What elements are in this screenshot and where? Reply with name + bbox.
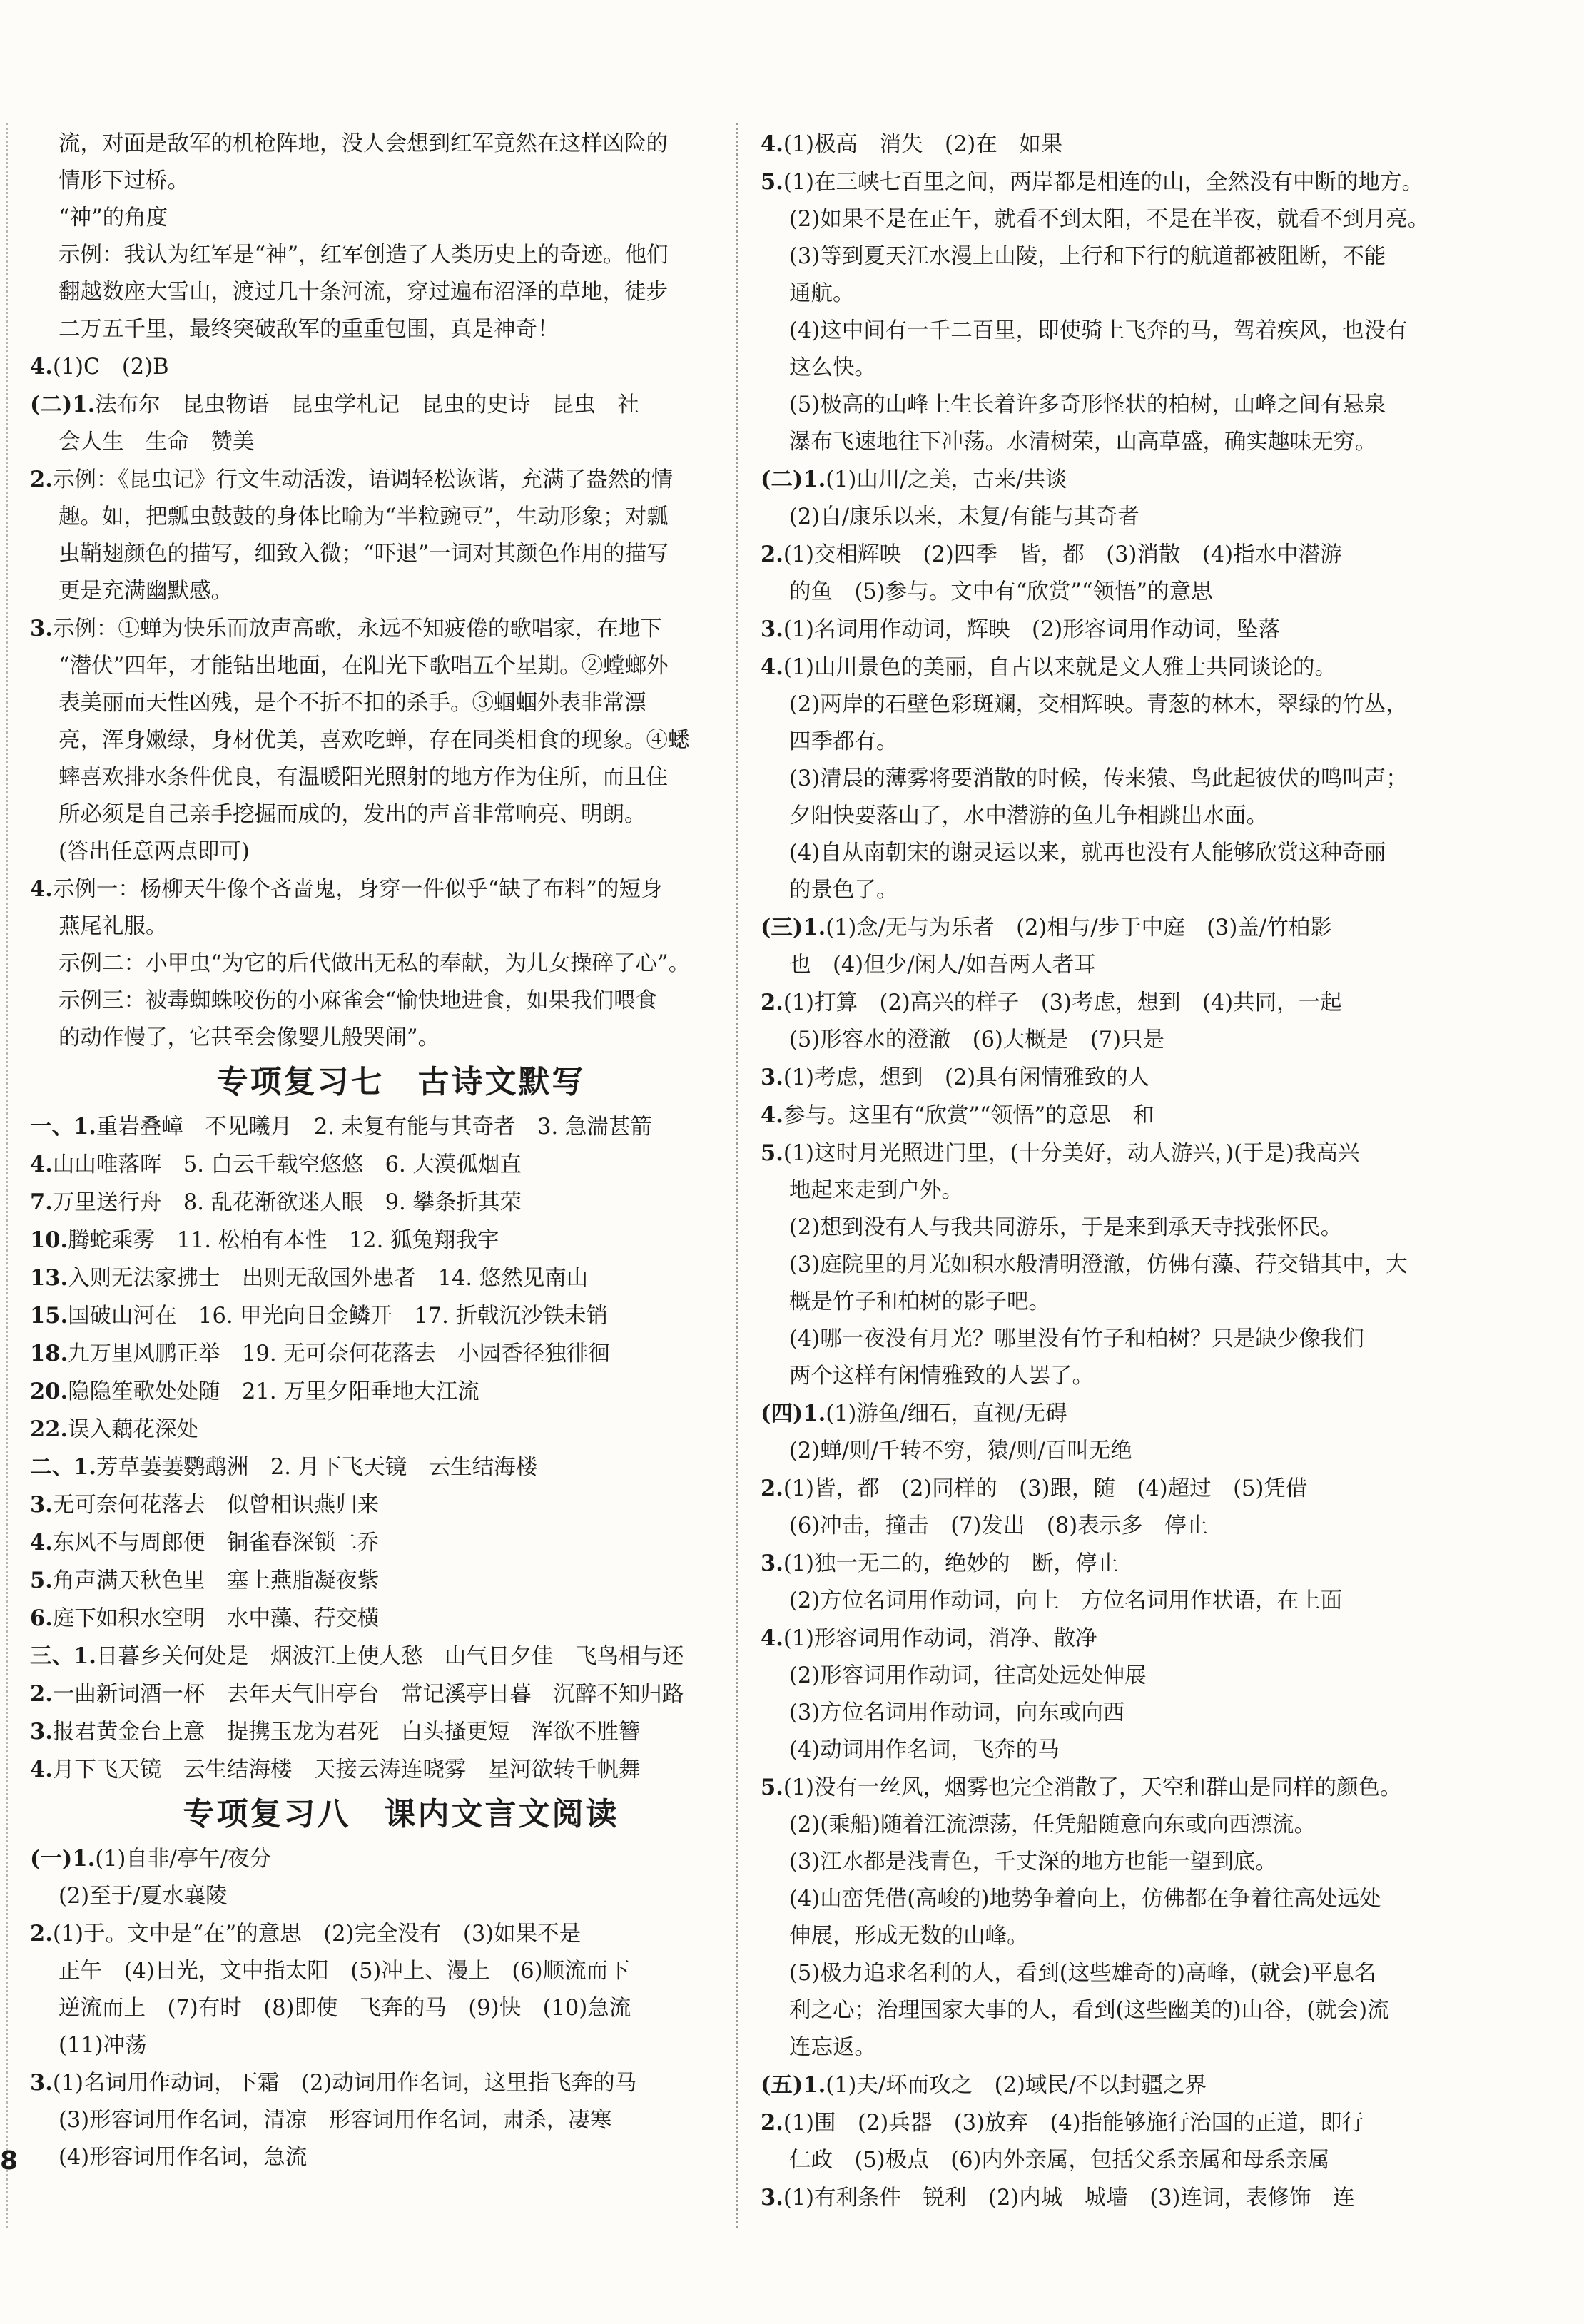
answer-text: 误入藕花深处: [68, 1417, 199, 1442]
answer-line: [761, 1844, 1474, 1881]
item-number: 2.: [761, 542, 783, 567]
item-number: 4.: [30, 354, 53, 380]
answer-text: 蟀喜欢排水条件优良，有温暖阳光照射的地方作为住所，而且住: [59, 765, 668, 790]
answer-text: 两个这样有闲情雅致的人罢了。: [789, 1364, 1094, 1389]
answer-line: [761, 238, 1474, 275]
answer-line: [761, 574, 1474, 611]
answer-text: 九万里风鹏正举 19. 无可奈何花落去 小园香径独徘徊: [68, 1341, 610, 1366]
answer-text: 流，对面是敌军的机枪阵地，没人会想到红军竟然在这样凶险的: [59, 131, 668, 156]
item-number: 22.: [30, 1416, 68, 1442]
answer-line: [761, 798, 1474, 835]
item-number: 15.: [30, 1303, 68, 1329]
answer-text: 虫鞘翅颜色的描写，细致入微；“吓退”一词对其颜色作用的描写: [59, 542, 669, 567]
item-number: 3.: [30, 1719, 53, 1745]
answer-line: [761, 1807, 1474, 1844]
answer-text: (1)名词用作动词，下霜 (2)动词用作名词，这里指飞奔的马: [52, 2071, 637, 2096]
item-number: (二)1.: [30, 392, 96, 417]
answer-text: (1)独一无二的，绝妙的 断，停止: [783, 1551, 1120, 1576]
answer-line: [761, 2179, 1474, 2217]
answer-text: (1)有利条件 锐利 (2)内城 城墙 (3)连词，表修饰 连: [783, 2186, 1355, 2211]
answer-line: [761, 686, 1474, 724]
answer-text: (1)极高 消失 (2)在 如果: [783, 132, 1063, 157]
answer-line: [30, 1953, 715, 1990]
answer-text: (1)没有一丝风，烟雾也完全消散了，天空和群山是同样的颜色。: [783, 1775, 1402, 1800]
answer-text: 燕尾礼服。: [59, 914, 168, 939]
section-heading: 专项复习七 古诗文默写: [216, 1064, 586, 1100]
answer-text: (1)在三峡七百里之间，两岸都是相连的山，全然没有中断的地方。: [783, 170, 1424, 195]
item-number: 2.: [30, 467, 53, 492]
right-column: [761, 126, 1474, 2217]
answer-text: (1)名词用作动词，辉映 (2)形容词用作动词，坠落: [783, 617, 1281, 642]
answer-line: [761, 761, 1474, 798]
answer-text: (4)这中间有一千二百里，即使骑上飞奔的马，驾着疾风，也没有: [789, 318, 1408, 343]
answer-text: 日暮乡关何处是 烟波江上使人愁 山气日夕佳 飞鸟相与还: [96, 1644, 684, 1669]
answer-line: [30, 610, 715, 648]
answer-text: (4)哪一夜没有月光？哪里没有竹子和柏树？只是缺少像我们: [789, 1326, 1364, 1351]
answer-text: 无可奈何花落去 似曾相识燕归来: [52, 1493, 380, 1518]
answer-line: [761, 2066, 1474, 2104]
answer-line: [761, 1955, 1474, 1992]
item-number: 18.: [30, 1341, 68, 1366]
answer-line: [761, 835, 1474, 872]
answer-text: 山山唯落晖 5. 白云千载空悠悠 6. 大漠孤烟直: [52, 1152, 522, 1177]
item-number: 2.: [30, 1921, 53, 1947]
answer-line: [30, 1020, 715, 1057]
answer-text: (2)如果不是在正午，就看不到太阳，不是在半夜，就看不到月亮。: [789, 207, 1430, 232]
answer-line: [30, 1840, 715, 1878]
answer-text: 仁政 (5)极点 (6)内外亲属，包括父系亲属和母系亲属: [789, 2148, 1330, 2173]
answer-line: [30, 1524, 715, 1562]
answer-line: [761, 201, 1474, 238]
answer-text: 会人生 生命 赞美: [59, 430, 255, 455]
answer-line: [761, 2142, 1474, 2179]
item-number: 2.: [761, 990, 783, 1015]
item-number: 2.: [30, 1681, 53, 1707]
answer-text: 腾蛇乘雾 11. 松柏有本性 12. 狐兔翔我宇: [68, 1228, 499, 1253]
answer-text: (1)C (2)B: [52, 355, 169, 380]
answer-text: 的动作慢了，它甚至会像婴儿般哭闹”。: [59, 1025, 440, 1050]
item-number: 2.: [761, 1476, 783, 1501]
answer-text: (3)江水都是浅青色，千丈深的地方也能一望到底。: [789, 1849, 1277, 1874]
answer-line: [30, 2139, 715, 2176]
answer-line: [761, 1097, 1474, 1135]
answer-line: [761, 1732, 1474, 1769]
item-number: 3.: [30, 1492, 53, 1518]
item-number: 3.: [761, 616, 783, 642]
section-heading: 专项复习八 课内文言文阅读: [183, 1796, 619, 1832]
answer-text: (1)山川/之美，古来/共谈: [826, 467, 1067, 492]
answer-line: [30, 424, 715, 461]
answer-line: [761, 1284, 1474, 1321]
answer-line: [761, 536, 1474, 574]
answer-line: [761, 1470, 1474, 1508]
answer-text: (3)清晨的薄雾将要消散的时候，传来猿、鸟此起彼伏的鸣叫声；: [789, 766, 1408, 791]
answer-line: [30, 311, 715, 348]
answer-text: “神”的角度: [59, 205, 168, 230]
item-number: 4.: [761, 1625, 783, 1651]
answer-text: 芳草萋萋鹦鹉洲 2. 月下飞天镜 云生结海楼: [96, 1455, 538, 1480]
item-number: 5.: [761, 1140, 783, 1166]
item-number: 3.: [30, 616, 53, 641]
answer-text: 重岩叠嶂 不见曦月 2. 未复有能与其奇者 3. 急湍甚箭: [96, 1115, 652, 1140]
answer-line: [30, 833, 715, 871]
answer-line: [761, 1881, 1474, 1918]
answer-text: 示例：《昆虫记》行文生动活泼，语调轻松诙谐，充满了盎然的情: [52, 467, 674, 492]
answer-line: [30, 1751, 715, 1789]
answer-line: [761, 461, 1474, 499]
answer-line: [30, 722, 715, 759]
answer-text: 隐隐笙歌处处随 21. 万里夕阳垂地大江流: [68, 1379, 479, 1404]
answer-line: [30, 1562, 715, 1600]
answer-line: [761, 313, 1474, 350]
item-number: 3.: [30, 2070, 53, 2096]
answer-text: 也 (4)但少/闲人/如吾两人者耳: [789, 953, 1096, 978]
answer-text: 地起来走到户外。: [789, 1178, 963, 1203]
answer-text: 报君黄金台上意 提携玉龙为君死 白头搔更短 浑欲不胜簪: [52, 1720, 641, 1745]
answer-line: [30, 1990, 715, 2027]
answer-text: (11)冲荡: [59, 2033, 147, 2058]
answer-line: [761, 1918, 1474, 1955]
item-number: 5.: [761, 1775, 783, 1800]
answer-text: 参与。这里有“欣赏”“领悟”的意思 和: [783, 1103, 1154, 1128]
answer-line: [30, 1146, 715, 1184]
answer-text: 正午 (4)日光，文中指太阳 (5)冲上、漫上 (6)顺流而下: [59, 1959, 630, 1984]
answer-line: [761, 872, 1474, 909]
answer-line: [761, 909, 1474, 947]
answer-line: [761, 1695, 1474, 1732]
answer-line: [761, 1620, 1474, 1658]
answer-line: [30, 1335, 715, 1373]
answer-line: [30, 945, 715, 983]
answer-text: 情形下过桥。: [59, 168, 189, 193]
answer-line: [761, 424, 1474, 461]
answer-line: [761, 1321, 1474, 1358]
item-number: 13.: [30, 1265, 68, 1291]
answer-line: [30, 1259, 715, 1297]
answer-line: [30, 1486, 715, 1524]
answer-text: (5)形容水的澄澈 (6)大概是 (7)只是: [789, 1027, 1165, 1052]
answer-text: 的鱼 (5)参与。文中有“欣赏”“领悟”的意思: [789, 579, 1213, 604]
item-number: 20.: [30, 1379, 68, 1404]
item-number: 4.: [30, 876, 53, 902]
answer-text: 伸展，形成无数的山峰。: [789, 1924, 1029, 1949]
answer-line: [761, 1583, 1474, 1620]
answer-text: 法布尔 昆虫物语 昆虫学札记 昆虫的史诗 昆虫 社: [95, 392, 639, 417]
answer-text: (4)形容词用作名词，急流: [59, 2145, 308, 2170]
answer-text: (2)(乘船)随着江流漂荡，任凭船随意向东或向西漂流。: [789, 1812, 1316, 1837]
answer-text: (2)自/康乐以来，未复/有能与其奇者: [789, 504, 1139, 529]
answer-text: (1)交相辉映 (2)四季 皆，都 (3)消散 (4)指水中潜游: [783, 542, 1342, 567]
answer-line: [30, 573, 715, 610]
item-number: 6.: [30, 1605, 53, 1631]
answer-text: (3)等到夏天江水漫上山陵，上行和下行的航道都被阻断，不能: [789, 244, 1386, 269]
item-number: 三、1.: [30, 1643, 96, 1669]
item-number: 5.: [761, 169, 783, 195]
answer-line: [761, 2104, 1474, 2142]
answer-line: [30, 1675, 715, 1713]
answer-text: 趣。如，把瓢虫鼓鼓的身体比喻为“半粒豌豆”，生动形象；对瓢: [59, 504, 669, 529]
answer-text: (答出任意两点即可): [59, 839, 250, 864]
item-number: 4.: [30, 1757, 53, 1782]
answer-text: (1)形容词用作动词，消净、散净: [783, 1626, 1097, 1651]
answer-text: (1)皆，都 (2)同样的 (3)跟，随 (4)超过 (5)凭借: [783, 1476, 1308, 1501]
answer-line: [30, 648, 715, 685]
answer-line: [30, 536, 715, 573]
answer-text: (2)形容词用作动词，往高处远处伸展: [789, 1663, 1147, 1688]
answer-line: [30, 200, 715, 237]
answer-line: [30, 796, 715, 833]
item-number: (三)1.: [761, 915, 826, 940]
answer-line: [30, 348, 715, 386]
answer-text: 示例二：小甲虫“为它的后代做出无私的奉献，为儿女操碎了心”。: [59, 951, 691, 976]
answer-line: [30, 983, 715, 1020]
answer-line: [761, 1769, 1474, 1807]
answer-text: (4)自从南朝宋的谢灵运以来，就再也没有人能够欣赏这种奇丽: [789, 841, 1386, 866]
item-number: 2.: [761, 2110, 783, 2136]
item-number: 4.: [761, 654, 783, 680]
answer-line: [761, 1022, 1474, 1059]
answer-line: [30, 1600, 715, 1638]
answer-text: (5)极高的山峰上生长着许多奇形怪状的柏树，山峰之间有悬泉: [789, 392, 1386, 417]
answer-line: [761, 1545, 1474, 1583]
answer-text: (2)方位名词用作动词，向上 方位名词用作状语，在上面: [789, 1588, 1343, 1613]
item-number: 3.: [761, 2185, 783, 2211]
answer-line: [761, 984, 1474, 1022]
answer-line: [761, 1358, 1474, 1395]
answer-line: [30, 1373, 715, 1411]
item-number: 4.: [30, 1152, 53, 1177]
answer-line: [761, 1992, 1474, 2029]
answer-line: [761, 387, 1474, 424]
answer-text: (6)冲击，撞击 (7)发出 (8)表示多 停止: [789, 1513, 1209, 1538]
answer-line: [761, 1135, 1474, 1172]
answer-line: [761, 1508, 1474, 1545]
item-number: 10.: [30, 1227, 68, 1253]
answer-text: (1)这时月光照进门里，(十分美好，动人游兴，)(于是)我高兴: [783, 1141, 1360, 1166]
answer-line: [30, 1638, 715, 1675]
answer-line: [30, 2027, 715, 2064]
item-number: 一、1.: [30, 1114, 96, 1140]
answer-text: (2)至于/夏水襄陵: [59, 1884, 228, 1909]
item-number: 4.: [30, 1530, 53, 1556]
answer-line: [761, 163, 1474, 201]
answer-line: [761, 2029, 1474, 2066]
answer-text: 翻越数座大雪山，渡过几十条河流，穿过遍布沼泽的草地，徒步: [59, 280, 668, 305]
answer-text: (4)山峦凭借(高峻的)地势争着向上，仿佛都在争着往高处远处: [789, 1887, 1381, 1912]
answer-line: [761, 350, 1474, 387]
answer-line: [761, 724, 1474, 761]
answer-text: 四季都有。: [789, 729, 898, 754]
answer-line: [761, 611, 1474, 649]
answer-text: 示例：我认为红军是“神”，红军创造了人类历史上的奇迹。他们: [59, 243, 669, 268]
answer-text: 东风不与周郎便 铜雀春深锁二乔: [52, 1531, 380, 1556]
answer-line: [761, 126, 1474, 163]
answer-line: [30, 1713, 715, 1751]
item-number: (一)1.: [30, 1846, 96, 1872]
answer-text: (1)打算 (2)高兴的样子 (3)考虑，想到 (4)共同，一起: [783, 990, 1342, 1015]
answer-text: 概是竹子和柏树的影子吧。: [789, 1289, 1050, 1314]
answer-text: (1)围 (2)兵器 (3)放弃 (4)指能够施行治国的正道，即行: [783, 2111, 1364, 2136]
answer-text: 表美丽而天性凶残，是个不折不扣的杀手。③蝈蝈外表非常漂: [59, 691, 646, 716]
answer-line: [761, 1658, 1474, 1695]
answer-line: [30, 1448, 715, 1486]
answer-text: 更是充满幽默感。: [59, 579, 233, 604]
answer-text: (1)念/无与为乐者 (2)相与/步于中庭 (3)盖/竹柏影: [826, 915, 1332, 940]
answer-text: 庭下如积水空明 水中藻、荇交横: [52, 1606, 380, 1631]
answer-line: [761, 275, 1474, 313]
answer-text: 这么快。: [789, 355, 876, 380]
answer-text: (1)游鱼/细石，直视/无碍: [826, 1401, 1067, 1426]
answer-text: (1)自非/亭午/夜分: [95, 1847, 271, 1872]
item-number: 3.: [761, 1065, 783, 1090]
answer-line: [30, 1878, 715, 1915]
answer-text: 利之心；治理国家大事的人，看到(这些幽美的)山谷，(就会)流: [789, 1998, 1389, 2023]
answer-text: (1)考虑，想到 (2)具有闲情雅致的人: [783, 1065, 1150, 1090]
answer-line: [30, 461, 715, 499]
answer-text: 一曲新词酒一杯 去年天气旧亭台 常记溪亭日暮 沉醉不知归路: [52, 1682, 684, 1707]
answer-line: [761, 1172, 1474, 1209]
answer-line: [761, 1433, 1474, 1470]
answer-line: [30, 237, 715, 274]
item-number: (二)1.: [761, 467, 826, 492]
answer-line: [30, 274, 715, 311]
answer-line: [30, 2064, 715, 2102]
answer-text: 二万五千里，最终突破敌军的重重包围，真是神奇！: [59, 317, 559, 342]
answer-text: 角声满天秋色里 塞上燕脂凝夜紫: [52, 1568, 380, 1593]
answer-text: (5)极力追求名利的人，看到(这些雄奇的)高峰，(就会)平息名: [789, 1961, 1376, 1986]
item-number: 5.: [30, 1568, 53, 1593]
item-number: 4.: [761, 131, 783, 157]
answer-text: “潜伏”四年，才能钻出地面，在阳光下歌唱五个星期。②螳螂外: [59, 654, 669, 679]
answer-line: [30, 1184, 715, 1222]
answer-line: [30, 126, 715, 163]
answer-line: [761, 649, 1474, 686]
answer-text: (2)蝉/则/千转不穷，猿/则/百叫无绝: [789, 1438, 1132, 1463]
item-number: (五)1.: [761, 2072, 826, 2098]
answer-text: 夕阳快要落山了，水中潜游的鱼儿争相跳出水面。: [789, 803, 1268, 828]
answer-text: 逆流而上 (7)有时 (8)即使 飞奔的马 (9)快 (10)急流: [59, 1996, 631, 2021]
answer-line: [30, 386, 715, 424]
answer-text: 示例三：被毒蜘蛛咬伤的小麻雀会“愉快地进食，如果我们喂食: [59, 988, 658, 1013]
answer-line: [761, 947, 1474, 984]
answer-line: [30, 759, 715, 796]
answer-text: 的景色了。: [789, 878, 898, 903]
item-number: 7.: [30, 1189, 53, 1215]
answer-text: (1)夫/环而攻之 (2)域民/不以封疆之界: [826, 2073, 1207, 2098]
binding-edge-dotted-line: [6, 123, 8, 2228]
answer-text: 月下飞天镜 云生结海楼 天接云涛连晓雾 星河欲转千帆舞: [52, 1757, 641, 1782]
answer-text: (3)庭院里的月光如积水般清明澄澈，仿佛有藻、荇交错其中，大: [789, 1252, 1408, 1277]
answer-line: [30, 1915, 715, 1953]
answer-line: [30, 1222, 715, 1259]
answer-text: 通航。: [789, 281, 855, 306]
answer-text: 示例一：杨柳天牛像个吝啬鬼，身穿一件似乎“缺了布料”的短身: [52, 877, 663, 902]
answer-line: [30, 908, 715, 945]
answer-text: (2)想到没有人与我共同游乐，于是来到承天寺找张怀民。: [789, 1215, 1343, 1240]
answer-text: 入则无法家拂士 出则无敌国外患者 14. 悠然见南山: [68, 1266, 589, 1291]
answer-line: [30, 685, 715, 722]
answer-line: [761, 1059, 1474, 1097]
answer-line: [30, 1108, 715, 1146]
answer-line: [761, 499, 1474, 536]
left-column: [30, 126, 715, 2176]
item-number: (四)1.: [761, 1401, 826, 1426]
answer-line: [30, 1297, 715, 1335]
answer-text: (1)山川景色的美丽，自古以来就是文人雅士共同谈论的。: [783, 655, 1337, 680]
answer-line: [761, 1209, 1474, 1247]
answer-text: 瀑布飞速地往下冲荡。水清树荣，山高草盛，确实趣味无穷。: [789, 430, 1377, 455]
answer-line: [761, 1395, 1474, 1433]
answer-line: [30, 163, 715, 200]
answer-line: [30, 871, 715, 908]
answer-line: [30, 499, 715, 536]
answer-text: (1)于。文中是“在”的意思 (2)完全没有 (3)如果不是: [52, 1922, 582, 1947]
answer-line: [30, 2102, 715, 2139]
answer-text: 亮，浑身嫩绿，身材优美，喜欢吃蝉，存在同类相食的现象。④蟋: [59, 728, 690, 753]
answer-text: 示例：①蝉为快乐而放声高歌，永远不知疲倦的歌唱家，在地下: [52, 616, 662, 641]
answer-text: 连忘返。: [789, 2035, 876, 2060]
item-number: 4.: [761, 1102, 783, 1128]
item-number: 二、1.: [30, 1454, 96, 1480]
item-number: 3.: [761, 1551, 783, 1576]
answer-text: (4)动词用作名词，飞奔的马: [789, 1737, 1060, 1762]
answer-text: (2)两岸的石壁色彩斑斓，交相辉映。青葱的林木，翠绿的竹丛，: [789, 692, 1408, 717]
answer-text: 国破山河在 16. 甲光向日金鳞开 17. 折戟沉沙铁未销: [68, 1304, 608, 1329]
answer-text: (3)方位名词用作动词，向东或向西: [789, 1700, 1125, 1725]
answer-line: [30, 1411, 715, 1448]
page-number: 8: [0, 2146, 19, 2176]
answer-text: 万里送行舟 8. 乱花渐欲迷人眼 9. 攀条折其荣: [52, 1190, 522, 1215]
column-divider: [736, 123, 738, 2228]
answer-line: [761, 1247, 1474, 1284]
answer-text: 所必须是自己亲手挖掘而成的，发出的声音非常响亮、明朗。: [59, 802, 646, 827]
answer-text: (3)形容词用作名词，清凉 形容词用作名词，肃杀，凄寒: [59, 2108, 612, 2133]
